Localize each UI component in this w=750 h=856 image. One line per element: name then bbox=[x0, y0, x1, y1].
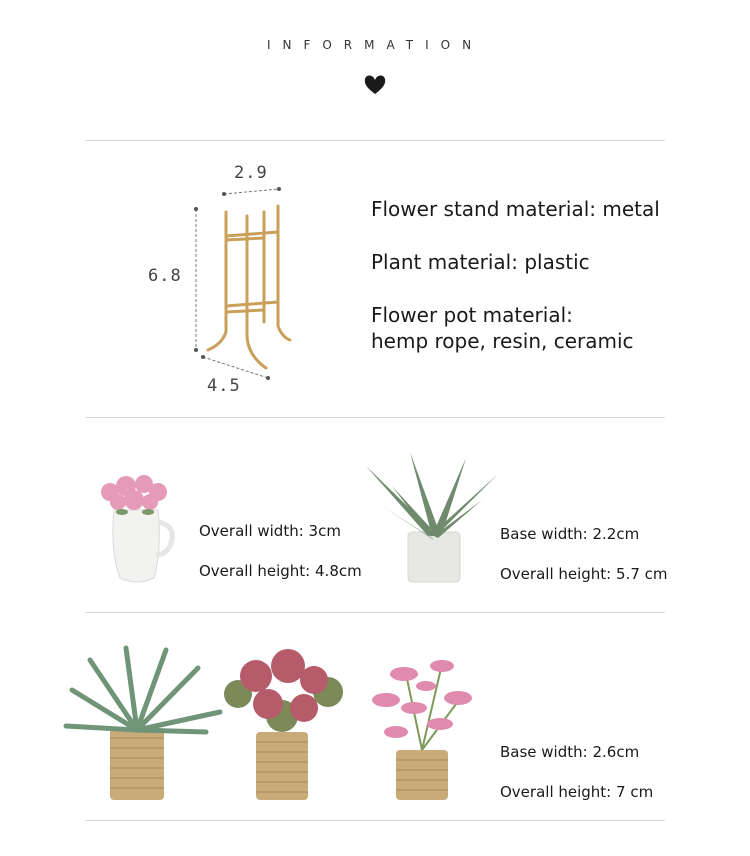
pink-flower-jug-image bbox=[92, 470, 182, 590]
square-pot-height: Overall height: 5.7 cm bbox=[500, 565, 668, 583]
spec-plant-material: Plant material: plastic bbox=[371, 250, 590, 274]
jug-width-label: Overall width: 3cm bbox=[199, 522, 341, 540]
dimension-top: 2.9 bbox=[234, 163, 268, 183]
spec-pot-material-label: Flower pot material: bbox=[371, 303, 573, 327]
spec-pot-material-value: hemp rope, resin, ceramic bbox=[371, 329, 634, 353]
divider-mid-1 bbox=[86, 417, 665, 418]
divider-top bbox=[86, 140, 665, 141]
rope-pot-red-succulent-image bbox=[216, 646, 352, 804]
divider-mid-2 bbox=[86, 612, 665, 613]
rope-pot-pink-plant-image bbox=[366, 654, 478, 804]
jug-height-label: Overall height: 4.8cm bbox=[199, 562, 362, 580]
succulent-square-pot-image bbox=[362, 446, 502, 586]
page-title: INFORMATION bbox=[266, 38, 484, 52]
spec-stand-material: Flower stand material: metal bbox=[371, 197, 660, 221]
rope-pot-base-width: Base width: 2.6cm bbox=[500, 743, 640, 761]
rope-pot-height: Overall height: 7 cm bbox=[500, 783, 654, 801]
dimension-left: 6.8 bbox=[148, 266, 182, 286]
square-pot-base-width: Base width: 2.2cm bbox=[500, 525, 640, 543]
dimension-bottom: 4.5 bbox=[207, 376, 241, 396]
flower-stand-illustration bbox=[190, 182, 300, 382]
heart-icon bbox=[363, 74, 387, 96]
divider-bottom bbox=[86, 820, 665, 821]
rope-pot-fern-image bbox=[66, 646, 224, 804]
